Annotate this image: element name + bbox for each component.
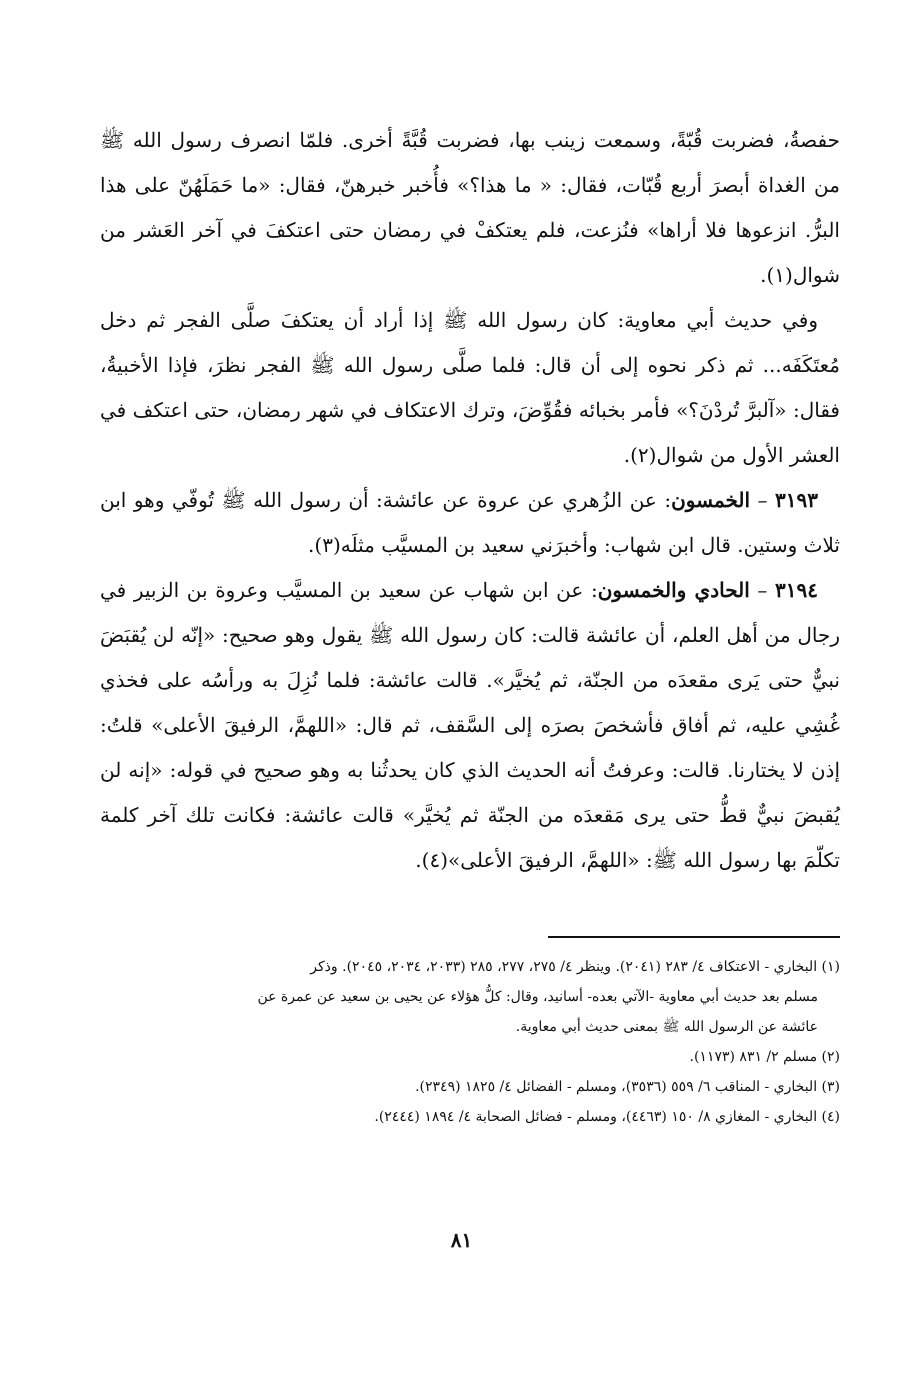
hadith-number: ٣١٩٤ xyxy=(775,578,818,602)
footnote-1-line-3: عائشة عن الرسول الله ﷺ بمعنى حديث أبي معاوية. xyxy=(515,1019,818,1035)
hadith-3193: ٣١٩٣ – الخمسون: عن الزُهري عن عروة عن عائشة: أن رسول الله ﷺ تُوفّي وهو ابن ثلاث وستين. قال ابن شهاب: وأخبرَني سعيد بن المسيَّب مثلَه(٣). xyxy=(100,488,840,557)
hadith-text: : عن ابن شهاب عن سعيد بن المسيَّب وعروة بن الزبير في رجال من أهل العلم، أن عائشة قالت: كان رسول الله ﷺ يقول وهو صحيح: «إنّه لن يُقبَضَ نبيٌّ حتى يَرى مقعدَه من الجنّة، ثم يُخيَّر». قالت عائشة: فلما نُزِلَ به ورأسُه على فخذي غُشِي عليه، ثم أفاق فأشخصَ بصرَه إلى السَّقف، ثم قال: «اللهمَّ، الرفيقَ الأعلى» قلتُ: إذن لا يختارنا. قالت: وعرفتُ أنه الحديث الذي كان يحدثُنا به وهو صحيح في قوله: «إنه لن يُقبضَ نبيٌّ قطُّ حتى يرى مَقعدَه من الجنّة ثم يُخيَّر» قالت عائشة: فكانت تلك آخر كلمة تكلّمَ بها رسول الله ﷺ: «اللهمَّ، الرفيقَ الأعلى»(٤). xyxy=(100,578,840,872)
hadith-text: : عن الزُهري عن عروة عن عائشة: أن رسول الله ﷺ تُوفّي وهو ابن ثلاث وستين. قال ابن شهاب: وأخبرَني سعيد بن المسيَّب مثلَه(٣). xyxy=(100,488,840,557)
hadith-number: ٣١٩٣ xyxy=(775,488,818,512)
footnote-4: (٤) البخاري - المغازي ٨/ ١٥٠ (٤٤٦٣)، ومسلم - فضائل الصحابة ٤/ ١٨٩٤ (٢٤٤٤). xyxy=(374,1109,840,1125)
page-number: ٨١ xyxy=(450,1228,473,1252)
hadith-3194: ٣١٩٤ – الحادي والخمسون: عن ابن شهاب عن سعيد بن المسيَّب وعروة بن الزبير في رجال من أهل العلم، أن عائشة قالت: كان رسول الله ﷺ يقول وهو صحيح: «إنّه لن يُقبَضَ نبيٌّ حتى يَرى مقعدَه من الجنّة، ثم يُخيَّر». قالت عائشة: فلما نُزِلَ به ورأسُه على فخذي غُشِي عليه، ثم أفاق فأشخصَ بصرَه إلى السَّقف، ثم قال: «اللهمَّ، الرفيقَ الأعلى» قلتُ: إذن لا يختارنا. قالت: وعرفتُ أنه الحديث الذي كان يحدثُنا به وهو صحيح في قوله: «إنه لن يُقبضَ نبيٌّ قطُّ حتى يرى مَقعدَه من الجنّة ثم يُخيَّر» قالت عائشة: فكانت تلك آخر كلمة تكلّمَ بها رسول الله ﷺ: «اللهمَّ، الرفيقَ الأعلى»(٤). xyxy=(100,578,840,872)
footnote-2: (٢) مسلم ٢/ ٨٣١ (١١٧٣). xyxy=(689,1049,840,1065)
hadith-title: الخمسون xyxy=(671,488,751,512)
footnote-1-line-2: مسلم بعد حديث أبي معاوية -الآتي بعده- أسانيد، وقال: كلُّ هؤلاء عن يحيى بن سعيد عن عمرة عن xyxy=(257,989,818,1005)
paragraph-2: وفي حديث أبي معاوية: كان رسول الله ﷺ إذا أراد أن يعتكفَ صلَّى الفجر ثم دخل مُعتَكَفَه... ثم ذكر نحوه إلى أن قال: فلما صلَّى رسول الله ﷺ الفجر نظرَ، فإذا الأخبيةُ، فقال: «آلبرَّ تُردْنَ؟» فأمر بخبائه فقُوِّضَ، وترك الاعتكاف في شهر رمضان، حتى اعتكف في العشر الأول من شوال(٢). xyxy=(100,308,840,467)
footnote-divider xyxy=(548,936,840,938)
main-text xyxy=(100,118,840,883)
paragraph-1: حفصةُ، فضربت قُبّةً، وسمعت زينب بها، فضربت قُبَّةً أخرى. فلمّا انصرف رسول الله ﷺ من الغداة أبصرَ أربع قُبّات، فقال: « ما هذا؟» فأُخبر خبرهنّ، فقال: «ما حَمَلَهُنّ على هذا البرُّ. انزعوها فلا أراها» فنُزعت، فلم يعتكفْ في رمضان حتى اعتكفَ في آخر العَشر من شوال(١). xyxy=(100,128,840,287)
footnote-3: (٣) البخاري - المناقب ٦/ ٥٥٩ (٣٥٣٦)، ومسلم - الفضائل ٤/ ١٨٢٥ (٢٣٤٩). xyxy=(415,1079,840,1095)
hadith-title: الحادي والخمسون xyxy=(597,578,750,602)
footnote-1-line-1: (١) البخاري - الاعتكاف ٤/ ٢٨٣ (٢٠٤١). وينظر ٤/ ٢٧٥، ٢٧٧، ٢٨٥ (٢٠٣٣، ٢٠٣٤، ٢٠٤٥). وذكر xyxy=(310,959,840,975)
footnotes xyxy=(100,952,840,1132)
